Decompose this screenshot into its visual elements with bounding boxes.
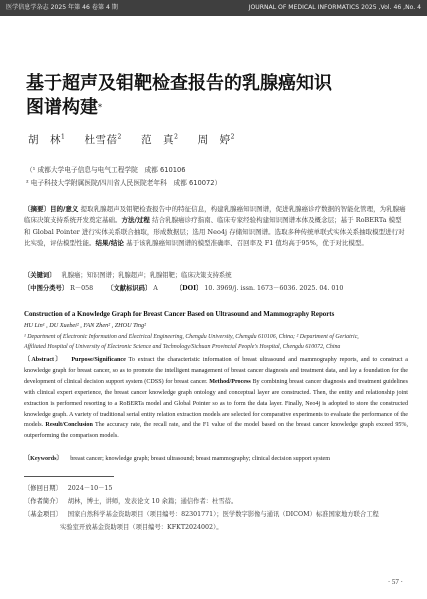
page-number: · 57 ·: [387, 578, 403, 586]
abstract-purpose-label: 目的/意义: [50, 205, 81, 213]
english-purpose-text: To extract the characteristic information of breast ultrasound and mammography reports, and to construct a knowledge graph for breast cancer, so as to promote the intelligent management of breast cancer diagnosis and treatment data, and lay a foundation for the development of clinical decision support system (CDSS) for breast cancer.: [24, 357, 408, 385]
fund-line-1: 国家自然科学基金资助项目（项目编号：82301771）；医学数字影像与通讯（DICOM）标准国家地方联合工程: [67, 511, 379, 518]
author-affil-mark: 2: [174, 133, 179, 141]
classification-row: [24, 283, 343, 292]
author-affil-mark: 2: [230, 133, 235, 141]
english-result-text: The accuracy rate, the recall rate, and the F1 value of the model based on the breast cancer knowledge graph exceed 95%, outperforming the comparison models.: [24, 422, 409, 440]
keywords-text: 乳腺癌；知识图谱；乳腺超声；乳腺钼靶；临床决策支持系统: [61, 272, 232, 279]
abstract-method-text: 结合乳腺癌诊疗指南、临床专家经验构建知识图谱本体及概念层；基于 RoBERTa 模型和 Global Pointer 进行实体关系联合抽取，形成数据层；选用 Neo4j 存储知识图谱。选取多种传统单联式实体关系抽取模型进行对比实验，评估模型性能。: [24, 216, 405, 248]
journal-name-cn: 医学信息学杂志 2025 年第 46 卷第 4 期: [6, 4, 118, 11]
doc-code-value: A: [153, 285, 158, 292]
title-footnote-mark: *: [98, 103, 102, 112]
english-purpose-label: Purpose/Significance: [71, 357, 126, 363]
footnote-author: [24, 496, 237, 505]
footnote-fund: [24, 509, 379, 518]
abstract-method-label: 方法/过程: [121, 216, 153, 225]
abstract-result-label: 结果/结论: [95, 239, 127, 248]
footnote-received: [24, 483, 112, 492]
english-affiliation-2: Affiliated Hospital of University of Electronic Science and Technology/Sichuan Provincial People's Hospital, Chengdu 610072, China: [24, 343, 341, 350]
title-line-1: 基于超声及钼靶检查报告的乳腺癌知识: [26, 73, 332, 94]
english-keywords: [24, 453, 330, 462]
english-keywords-text: breast cancer; knowledge graph; breast ultrasound; breast mammography; clinical decision support system: [70, 456, 330, 462]
abstract-result-text: 基于该乳腺癌知识图谱的模型准确率、召回率及 F1 值均高于95%，优于对比模型。: [126, 239, 368, 248]
english-method-label: Method/Process: [209, 378, 251, 385]
author-name: 杜雪蓓: [84, 134, 118, 146]
keywords-cn: [24, 270, 232, 279]
keywords-label: 〔关键词〕: [24, 272, 56, 279]
doc-code-label: 〔文献标识码〕: [107, 285, 152, 292]
journal-name-en: JOURNAL OF MEDICAL INFORMATICS 2025 ,Vol. 46 ,No. 4: [248, 4, 421, 11]
author-name: 胡 林: [28, 134, 61, 146]
author-list: [28, 132, 235, 147]
english-method-text: By combining breast cancer diagnosis and treatment guidelines with clinical expert experience, the breast cancer knowledge graph ontology and conceptual layer are constructed. Then, the entity and relationship joint extraction is performed resorting to a RoBERTa model and Global Pointer so as to form the data layer. Finally, Neo4j is adopted to store the constructed knowledge graph. A variety of traditional serial entity relation extraction models are selected for comparative experiments to evaluate the performance of the models.: [24, 378, 408, 429]
english-abstract: [24, 355, 408, 442]
class-no-value: R－058: [70, 285, 94, 292]
abstract-cn: [24, 204, 406, 250]
english-abstract-label: 〔Abstract〕: [24, 357, 63, 363]
author-bio-value: 胡林，博士，讲师，发表论文 10 余篇；通信作者：杜雪蓓。: [67, 498, 238, 505]
english-affiliation-1: ¹ Department of Electronic Information and Electrical Engineering, Chengdu University, Chengdu 610106, China; ² Department of Geriatric,: [24, 334, 359, 340]
abstract-purpose-text: 提取乳腺超声及钼靶检查报告中的特征信息，构建乳腺癌知识图谱，促进乳腺癌诊疗数据的智能化管理，为乳腺癌临床决策支持系统开发奠定基础。: [24, 205, 406, 225]
english-keywords-label: 〔Keywords〕: [24, 456, 63, 462]
author-bio-label: 〔作者简介〕: [24, 498, 62, 505]
doi-label: 〔DOI〕: [175, 285, 203, 292]
received-value: 2024－10－15: [67, 485, 113, 492]
english-affiliations: [24, 333, 408, 353]
author-name: 范 真: [141, 134, 175, 146]
english-title: Construction of a Knowledge Graph for Breast Cancer Based on Ultrasound and Mammography Reports: [24, 311, 335, 318]
received-label: 〔修回日期〕: [24, 485, 62, 492]
english-authors: HU Lin¹ , DU Xuebei² , FAN Zhen² , ZHOU Ting²: [24, 322, 146, 329]
affiliation-2: ² 电子科技大学附属医院/四川省人民医院老年科 成都 610072）: [26, 179, 222, 187]
article-title: [26, 72, 406, 120]
author-name: 周 婷: [197, 134, 231, 146]
class-no-label: 〔中图分类号〕: [24, 285, 69, 292]
title-line-2: 图谱构建: [26, 97, 98, 118]
fund-label: 〔基金项目〕: [24, 511, 62, 518]
running-header: [0, 0, 427, 16]
footnote-divider: [24, 476, 114, 477]
author-affil-mark: 2: [117, 133, 122, 141]
footnote-fund-cont: 实验室开放基金资助项目（项目编号：KFKT2024002）。: [60, 524, 223, 531]
author-affil-mark: 1: [61, 133, 66, 141]
doi-value: 10. 3969/j. issn. 1673－6036. 2025. 04. 010: [204, 285, 344, 292]
english-result-label: Result/Conclusion: [45, 422, 93, 429]
abstract-label: 〔摘要〕: [24, 205, 50, 213]
affiliation-1: （¹ 成都大学电子信息与电气工程学院 成都 610106: [26, 166, 186, 174]
